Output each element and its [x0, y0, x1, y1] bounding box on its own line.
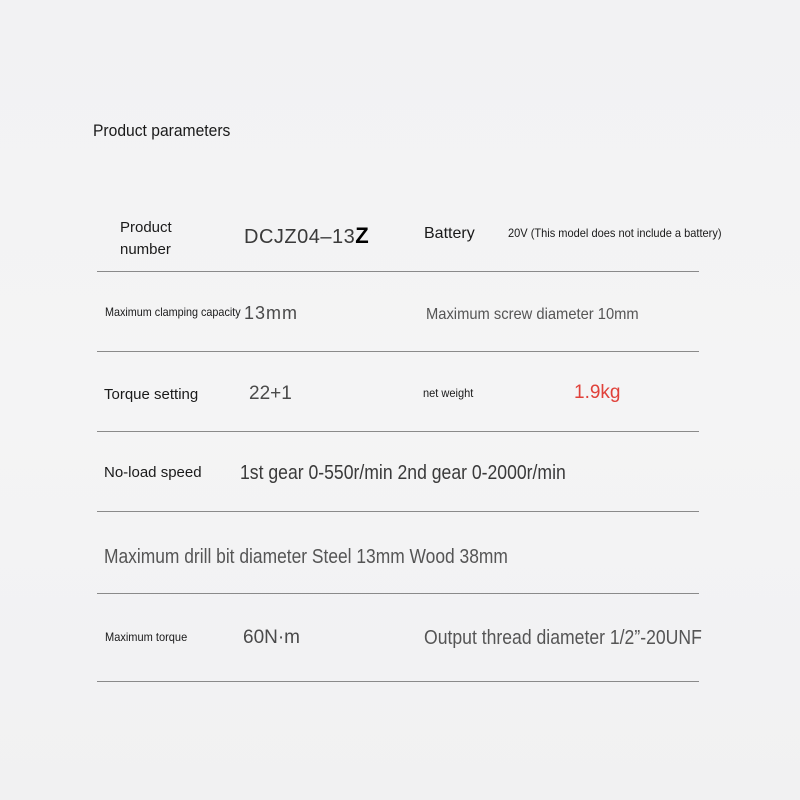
net-weight-label: net weight [423, 386, 474, 400]
clamping-capacity-value: 13mm [244, 303, 299, 323]
row-divider [97, 593, 699, 594]
row-divider [97, 511, 699, 512]
row-divider [97, 431, 699, 432]
product-number-code: DCJZ04–13 [244, 226, 356, 248]
net-weight-value: 1.9kg [574, 382, 621, 403]
battery-label: Battery [424, 225, 475, 242]
product-number-value [244, 223, 369, 249]
clamping-capacity-label: Maximum clamping capacity [105, 305, 241, 319]
torque-setting-label: Torque setting [104, 386, 199, 403]
screw-diameter-text: Maximum screw diameter 10mm [426, 306, 639, 323]
row-divider [97, 351, 699, 352]
product-number-label: Product number [120, 219, 172, 258]
torque-setting-value: 22+1 [249, 383, 292, 404]
product-number-suffix: Z [355, 223, 370, 248]
drill-bit-diameter-text: Maximum drill bit diameter Steel 13mm Wood 38mm [104, 546, 508, 568]
no-load-speed-value: 1st gear 0-550r/min 2nd gear 0-2000r/min [240, 462, 566, 484]
max-torque-label: Maximum torque [105, 630, 188, 644]
battery-value: 20V (This model does not include a battery) [508, 226, 722, 240]
row-divider [97, 681, 699, 682]
no-load-speed-label: No-load speed [104, 464, 202, 481]
output-thread-text: Output thread diameter 1/2”-20UNF [424, 627, 702, 649]
row-divider [97, 271, 699, 272]
max-torque-value: 60N·m [243, 627, 301, 648]
page-title: Product parameters [93, 121, 231, 140]
